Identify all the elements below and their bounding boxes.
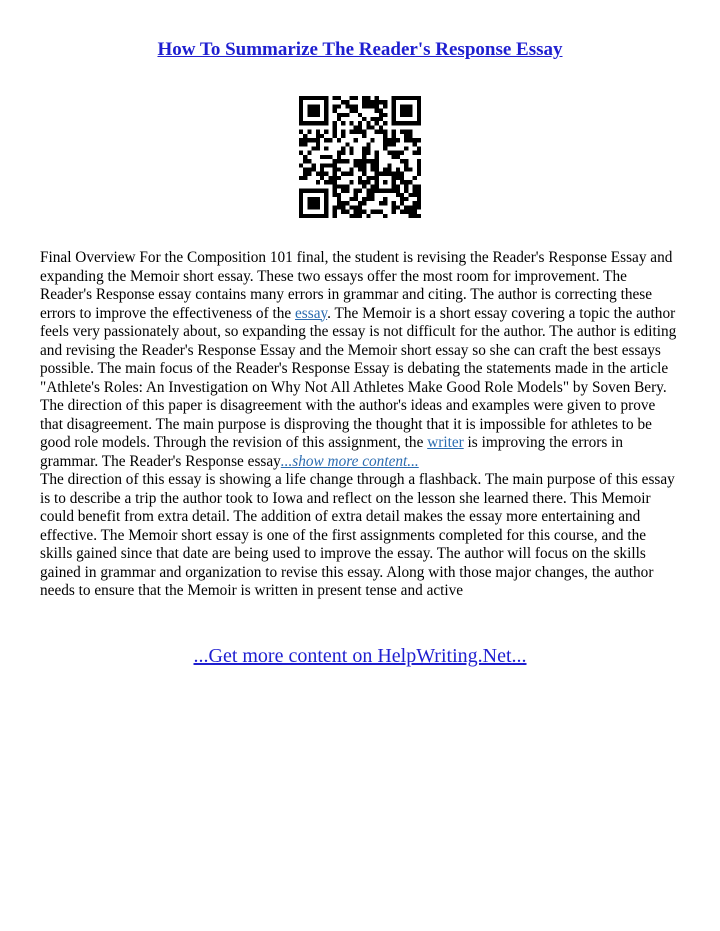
paragraph-1-text-c: is improving the errors in grammar. The Reader's Response essay	[40, 434, 624, 470]
paragraph-2: The direction of this essay is showing a life change through a flashback. The main purpose of this essay is to describe a trip the author took to Iowa and reflect on the lesson she learned there. This Memoir could benefit from extra detail. The addition of extra detail makes the essay more entertaining and effective. The Memoir short essay is one of the first assignments completed for this course, and the skills gained since that date are being used to improve the essay. The author will focus on the skills gained in grammar and organization to revise this essay. Along with those major changes, the author needs to ensure that the Memoir is written in present tense and active	[40, 471, 675, 599]
paragraph-1	[40, 249, 682, 471]
essay-link[interactable]: essay	[295, 304, 328, 322]
title-link[interactable]: How To Summarize The Reader's Response Essay	[157, 39, 563, 60]
get-more-content-link[interactable]: ...Get more content on HelpWriting.Net...	[193, 645, 527, 667]
show-more-link[interactable]: ...show more content...	[280, 452, 419, 470]
paragraph-1-text-a: Final Overview For the Composition 101 final, the student is revising the Reader's Response Essay and expanding the Memoir short essay. These two essays offer the most room for improvement. The Reader's Response essay contains many errors in grammar and citing. The author is correcting these errors to improve the effectiveness of the	[40, 249, 673, 322]
page-title	[0, 38, 720, 62]
qr-code	[299, 96, 421, 218]
qr-code-icon	[299, 96, 421, 218]
article-body	[40, 249, 682, 601]
footer	[0, 643, 720, 669]
writer-link[interactable]: writer	[427, 434, 464, 451]
paragraph-1-text-b: . The Memoir is a short essay covering a topic the author feels very passionately about, so expanding the essay is not difficult for the author. The author is editing and revising the Reader's Response Essay and the Memoir short essay so she can craft the best essays possible. The main focus of the Reader's Response Essay is debating the statements made in the article "Athlete's Roles: An Investigation on Why Not All Athletes Make Good Role Models" by Soven Bery. The direction of this paper is disagreement with the author's ideas and examples were given to prove that disagreement. The main purpose is disproving the thought that it is impossible for athletes to be good role models. Through the revision of this assignment, the	[40, 304, 677, 451]
